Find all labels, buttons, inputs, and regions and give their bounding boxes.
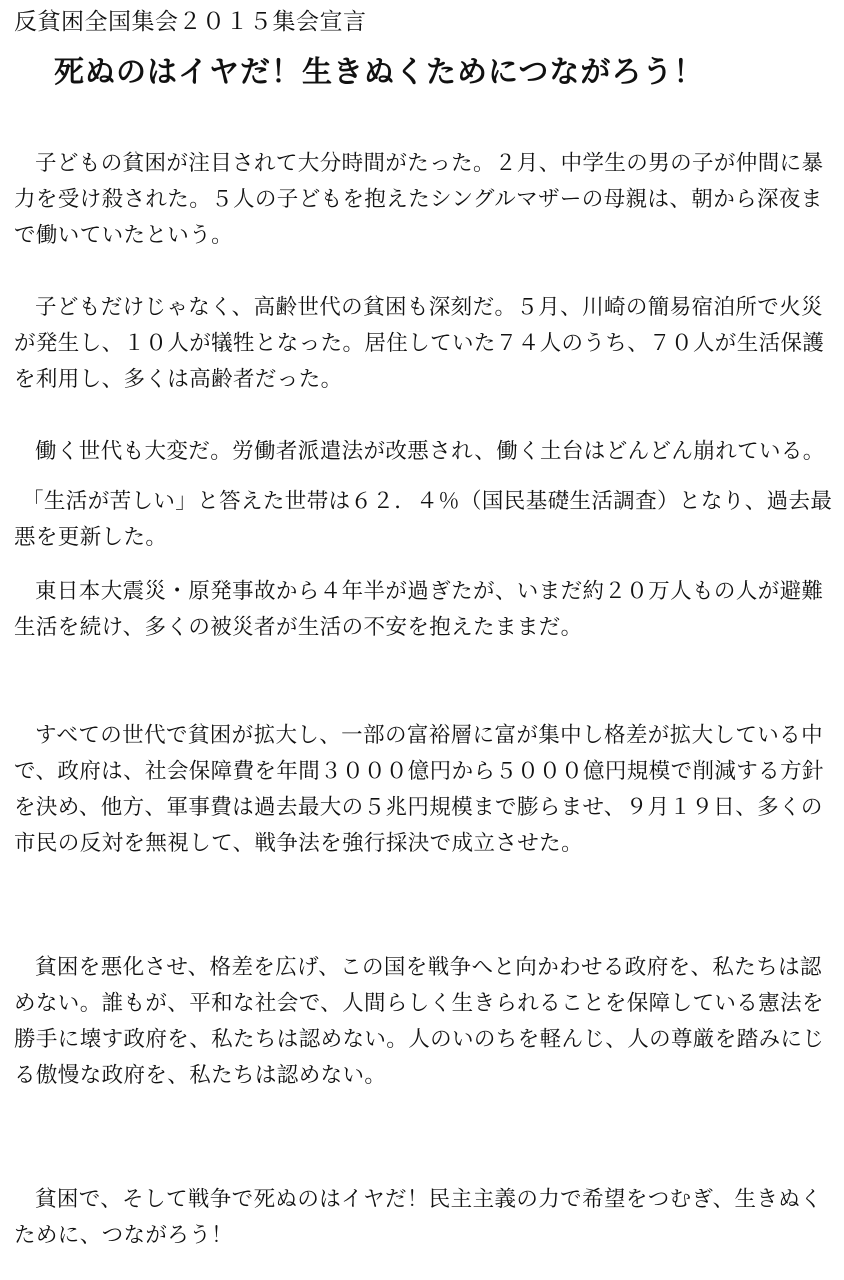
document-heading: 反貧困全国集会２０１５集会宣言 bbox=[14, 9, 367, 35]
paragraph-we-do-not-accept: 貧困を悪化させ、格差を広げ、この国を戦争へと向かわせる政府を、私たちは認めない。誰もが、平和な社会で、人間らしく生きられることを保障している憲法を勝手に壊す政府を、私たちは認めない。人のいのちを軽んじ、人の尊厳を踏みにじる傲慢な政府を、私たちは認めない。 bbox=[14, 955, 825, 1088]
paragraph-elderly-poverty: 子どもだけじゃなく、高齢世代の貧困も深刻だ。５月、川崎の簡易宿泊所で火災が発生し、１０人が犠牲となった。居住していた７４人のうち、７０人が生活保護を利用し、多くは高齢者だった。 bbox=[14, 295, 825, 392]
paragraph-government-policy: すべての世代で貧困が拡大し、一部の富裕層に富が集中し格差が拡大している中で、政府は、社会保障費を年間３０００億円から５０００億円規模で削減する方針を決め、他方、軍事費は過去最大の５兆円規模まで膨らませ、９月１９日、多くの市民の反対を無視して、戦争法を強行採決で成立させた。 bbox=[14, 723, 824, 856]
paragraph-earthquake-disaster: 東日本大震災・原発事故から４年半が過ぎたが、いまだ約２０万人もの人が避難生活を続け、多くの被災者が生活の不安を抱えたままだ。 bbox=[14, 579, 824, 640]
paragraph-living-hardship: 「生活が苦しい」と答えた世帯は６２．４％（国民基礎生活調査）となり、過去最悪を更新した。 bbox=[14, 489, 833, 550]
paragraph-child-poverty: 子どもの貧困が注目されて大分時間がたった。２月、中学生の男の子が仲間に暴力を受け殺された。５人の子どもを抱えたシングルマザーの母親は、朝から深夜まで働いていたという。 bbox=[14, 151, 824, 248]
document-title: 死ぬのはイヤだ！生きぬくためにつながろう！ bbox=[54, 55, 705, 90]
paragraph-closing-call: 貧困で、そして戦争で死ぬのはイヤだ！民主主義の力で希望をつむぎ、生きぬくために、つながろう！ bbox=[14, 1187, 823, 1248]
paragraph-working-generation: 働く世代も大変だ。労働者派遣法が改悪され、働く土台はどんどん崩れている。 bbox=[35, 439, 825, 464]
